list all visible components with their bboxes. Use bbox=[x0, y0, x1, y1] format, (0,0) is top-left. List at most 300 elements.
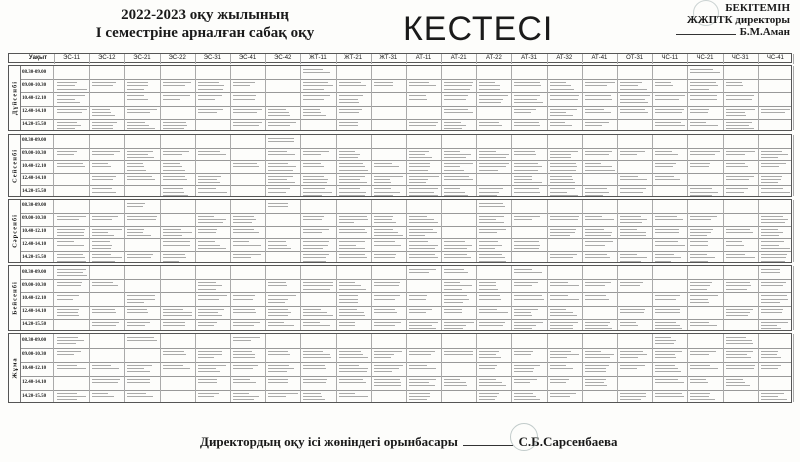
cell-text-mark bbox=[268, 315, 288, 316]
cell-text-mark bbox=[339, 382, 366, 383]
cell-text-mark bbox=[303, 216, 324, 217]
header-column-divider bbox=[511, 54, 512, 64]
column-divider bbox=[195, 334, 196, 402]
cell-text-mark bbox=[303, 241, 329, 242]
cell-text-mark bbox=[163, 125, 187, 126]
column-divider bbox=[195, 266, 196, 330]
cell-text-mark bbox=[690, 285, 710, 286]
cell-text-mark bbox=[690, 289, 706, 290]
column-divider bbox=[441, 200, 442, 262]
cell-text-mark bbox=[514, 170, 538, 171]
cell-text-mark bbox=[303, 379, 327, 380]
cell-text-mark bbox=[620, 176, 638, 177]
cell-text-mark bbox=[620, 109, 645, 110]
cell-text-mark bbox=[92, 393, 108, 394]
cell-text-mark bbox=[514, 182, 542, 183]
cell-text-mark bbox=[690, 254, 706, 255]
cell-text-mark bbox=[233, 357, 255, 358]
header-column-divider bbox=[300, 54, 301, 64]
cell-text-mark bbox=[726, 365, 755, 366]
cell-text-mark bbox=[409, 245, 438, 246]
cell-text-mark bbox=[409, 157, 432, 158]
cell-text-mark bbox=[690, 229, 712, 230]
cell-text-mark bbox=[198, 315, 222, 316]
cell-text-mark bbox=[57, 254, 83, 255]
cell-text-mark bbox=[761, 269, 780, 270]
column-divider bbox=[723, 266, 724, 330]
cell-text-mark bbox=[127, 379, 150, 380]
cell-text-mark bbox=[163, 95, 190, 96]
cell-text-mark bbox=[374, 229, 393, 230]
cell-text-mark bbox=[409, 295, 428, 296]
cell-text-mark bbox=[57, 354, 74, 355]
cell-text-mark bbox=[374, 365, 403, 366]
cell-text-mark bbox=[268, 299, 288, 300]
cell-text-mark bbox=[163, 254, 186, 255]
cell-text-mark bbox=[550, 315, 577, 316]
header-column-divider bbox=[547, 54, 548, 64]
cell-text-mark bbox=[585, 154, 609, 155]
cell-text-mark bbox=[655, 354, 675, 355]
cell-text-mark bbox=[198, 312, 218, 313]
cell-text-mark bbox=[409, 393, 431, 394]
cell-text-mark bbox=[726, 109, 755, 110]
cell-text-mark bbox=[479, 357, 501, 358]
cell-text-mark bbox=[655, 328, 682, 329]
cell-text-mark bbox=[303, 166, 323, 167]
cell-text-mark bbox=[127, 382, 149, 383]
cell-text-mark bbox=[761, 261, 785, 262]
cell-text-mark bbox=[233, 229, 254, 230]
cell-text-mark bbox=[761, 109, 790, 110]
cell-text-mark bbox=[339, 302, 358, 303]
cell-text-mark bbox=[163, 128, 184, 129]
cell-text-mark bbox=[57, 128, 75, 129]
cell-text-mark bbox=[444, 325, 465, 326]
cell-text-mark bbox=[550, 99, 578, 100]
cell-text-mark bbox=[409, 382, 429, 383]
cell-text-mark bbox=[339, 122, 358, 123]
cell-text-mark bbox=[726, 254, 746, 255]
cell-text-mark bbox=[514, 122, 538, 123]
cell-text-mark bbox=[339, 109, 362, 110]
cell-text-mark bbox=[479, 282, 496, 283]
cell-text-mark bbox=[726, 337, 747, 338]
cell-text-mark bbox=[761, 219, 788, 220]
cell-text-mark bbox=[585, 216, 602, 217]
cell-text-mark bbox=[761, 285, 783, 286]
cell-text-mark bbox=[303, 285, 333, 286]
cell-text-mark bbox=[444, 289, 462, 290]
cell-text-mark bbox=[585, 325, 608, 326]
cell-text-mark bbox=[374, 379, 401, 380]
cell-text-mark bbox=[198, 382, 218, 383]
cell-text-mark bbox=[585, 188, 607, 189]
cell-text-mark bbox=[690, 365, 710, 366]
footer-signature-line bbox=[463, 445, 513, 446]
cell-text-mark bbox=[198, 182, 221, 183]
day-name bbox=[9, 266, 21, 330]
cell-text-mark bbox=[268, 192, 285, 193]
schedule-header-row bbox=[8, 53, 792, 63]
cell-text-mark bbox=[514, 245, 540, 246]
cell-text-mark bbox=[233, 222, 252, 223]
cell-text-mark bbox=[198, 222, 223, 223]
cell-text-mark bbox=[761, 192, 790, 193]
cell-text-mark bbox=[514, 85, 540, 86]
cell-text-mark bbox=[233, 379, 250, 380]
cell-text-mark bbox=[585, 351, 601, 352]
cell-text-mark bbox=[163, 325, 186, 326]
cell-text-mark bbox=[127, 89, 144, 90]
cell-text-mark bbox=[127, 232, 143, 233]
cell-text-mark bbox=[444, 379, 460, 380]
cell-text-mark bbox=[690, 351, 716, 352]
cell-text-mark bbox=[479, 368, 495, 369]
cell-text-mark bbox=[585, 354, 614, 355]
cell-text-mark bbox=[620, 179, 647, 180]
cell-text-mark bbox=[374, 82, 394, 83]
cell-text-mark bbox=[585, 379, 606, 380]
day-name bbox=[9, 135, 21, 196]
cell-text-mark bbox=[550, 115, 573, 116]
column-divider bbox=[793, 266, 794, 330]
cell-text-mark bbox=[198, 216, 215, 217]
time-slot: 09.00-10.30 bbox=[22, 216, 47, 222]
column-divider bbox=[371, 135, 372, 196]
cell-text-mark bbox=[57, 299, 73, 300]
column-divider bbox=[265, 266, 266, 330]
cell-text-mark bbox=[163, 170, 186, 171]
cell-text-mark bbox=[514, 166, 541, 167]
cell-text-mark bbox=[163, 166, 182, 167]
cell-text-mark bbox=[444, 322, 473, 323]
cell-text-mark bbox=[409, 151, 429, 152]
cell-text-mark bbox=[550, 396, 570, 397]
cell-text-mark bbox=[374, 245, 401, 246]
header-column-divider bbox=[54, 54, 55, 64]
cell-text-mark bbox=[550, 166, 578, 167]
cell-text-mark bbox=[198, 299, 219, 300]
cell-text-mark bbox=[127, 371, 149, 372]
cell-text-mark bbox=[163, 245, 190, 246]
cell-text-mark bbox=[655, 245, 685, 246]
cell-text-mark bbox=[585, 170, 615, 171]
cell-text-mark bbox=[620, 216, 641, 217]
column-divider bbox=[793, 135, 794, 196]
cell-text-mark bbox=[92, 365, 111, 366]
cell-text-mark bbox=[233, 399, 254, 400]
cell-text-mark bbox=[374, 257, 395, 258]
cell-text-mark bbox=[303, 322, 320, 323]
cell-text-mark bbox=[514, 282, 538, 283]
cell-text-mark bbox=[409, 192, 434, 193]
cell-text-mark bbox=[163, 151, 190, 152]
cell-text-mark bbox=[198, 154, 226, 155]
column-divider bbox=[476, 135, 477, 196]
cell-text-mark bbox=[233, 309, 255, 310]
cell-text-mark bbox=[409, 182, 426, 183]
cell-text-mark bbox=[550, 176, 572, 177]
cell-text-mark bbox=[339, 102, 360, 103]
cell-text-mark bbox=[690, 109, 709, 110]
cell-text-mark bbox=[409, 216, 427, 217]
signature-line bbox=[676, 34, 736, 35]
cell-text-mark bbox=[444, 245, 472, 246]
cell-text-mark bbox=[339, 365, 360, 366]
cell-text-mark bbox=[92, 285, 118, 286]
cell-text-mark bbox=[268, 312, 291, 313]
cell-text-mark bbox=[268, 282, 286, 283]
time-slot: 08.30-09.00 bbox=[22, 69, 47, 75]
cell-text-mark bbox=[127, 157, 153, 158]
cell-text-mark bbox=[409, 309, 433, 310]
column-divider bbox=[406, 66, 407, 130]
cell-text-mark bbox=[127, 95, 144, 96]
cell-text-mark bbox=[514, 188, 539, 189]
cell-text-mark bbox=[233, 396, 259, 397]
column-divider bbox=[230, 66, 231, 130]
cell-text-mark bbox=[127, 154, 148, 155]
cell-text-mark bbox=[233, 85, 250, 86]
cell-text-mark bbox=[268, 122, 296, 123]
cell-text-mark bbox=[585, 385, 607, 386]
cell-text-mark bbox=[514, 371, 533, 372]
cell-text-mark bbox=[198, 109, 223, 110]
cell-text-mark bbox=[444, 354, 473, 355]
cell-text-mark bbox=[127, 219, 156, 220]
cell-text-mark bbox=[655, 99, 679, 100]
cell-text-mark bbox=[444, 166, 460, 167]
cell-text-mark bbox=[690, 235, 707, 236]
cell-text-mark bbox=[92, 125, 113, 126]
cell-text-mark bbox=[550, 309, 566, 310]
cell-text-mark bbox=[198, 179, 217, 180]
cell-text-mark bbox=[127, 122, 145, 123]
cell-text-mark bbox=[620, 285, 640, 286]
cell-text-mark bbox=[268, 285, 287, 286]
cell-text-mark bbox=[198, 95, 223, 96]
cell-text-mark bbox=[163, 241, 190, 242]
cell-text-mark bbox=[726, 85, 743, 86]
column-divider bbox=[300, 266, 301, 330]
cell-text-mark bbox=[339, 125, 358, 126]
cell-text-mark bbox=[550, 182, 575, 183]
column-divider bbox=[617, 135, 618, 196]
cell-text-mark bbox=[339, 182, 367, 183]
cell-text-mark bbox=[233, 368, 253, 369]
cell-text-mark bbox=[761, 299, 788, 300]
cell-text-mark bbox=[655, 95, 685, 96]
cell-text-mark bbox=[57, 109, 87, 110]
cell-text-mark bbox=[163, 322, 185, 323]
cell-text-mark bbox=[198, 248, 226, 249]
column-divider bbox=[230, 334, 231, 402]
group-header: АТ-21 bbox=[450, 55, 467, 61]
cell-text-mark bbox=[303, 354, 330, 355]
column-divider bbox=[371, 200, 372, 262]
cell-text-mark bbox=[233, 254, 261, 255]
cell-text-mark bbox=[409, 241, 428, 242]
cell-text-mark bbox=[550, 188, 576, 189]
cell-text-mark bbox=[655, 82, 671, 83]
day-name-label: Дүйсенбі bbox=[11, 80, 18, 116]
cell-text-mark bbox=[690, 354, 709, 355]
cell-text-mark bbox=[92, 179, 112, 180]
cell-text-mark bbox=[374, 371, 393, 372]
cell-text-mark bbox=[726, 357, 751, 358]
column-divider bbox=[441, 266, 442, 330]
cell-text-mark bbox=[761, 368, 779, 369]
cell-text-mark bbox=[233, 257, 251, 258]
cell-text-mark bbox=[374, 351, 402, 352]
cell-text-mark bbox=[233, 354, 255, 355]
cell-text-mark bbox=[233, 95, 256, 96]
header-column-divider bbox=[582, 54, 583, 64]
cell-text-mark bbox=[550, 322, 578, 323]
cell-text-mark bbox=[444, 295, 467, 296]
cell-text-mark bbox=[409, 176, 439, 177]
cell-text-mark bbox=[339, 289, 366, 290]
cell-text-mark bbox=[303, 195, 321, 196]
cell-text-mark bbox=[303, 382, 326, 383]
cell-text-mark bbox=[585, 109, 604, 110]
cell-text-mark bbox=[198, 309, 225, 310]
cell-text-mark bbox=[233, 322, 260, 323]
cell-text-mark bbox=[303, 154, 320, 155]
cell-text-mark bbox=[514, 163, 538, 164]
footer-signature bbox=[200, 434, 618, 450]
cell-text-mark bbox=[726, 312, 750, 313]
cell-text-mark bbox=[479, 322, 505, 323]
cell-text-mark bbox=[57, 312, 78, 313]
cell-text-mark bbox=[761, 182, 779, 183]
cell-text-mark bbox=[374, 195, 394, 196]
cell-text-mark bbox=[690, 232, 711, 233]
footer-name: С.Б.Сарсенбаева bbox=[518, 434, 618, 449]
cell-text-mark bbox=[57, 282, 82, 283]
cell-text-mark bbox=[339, 232, 368, 233]
cell-text-mark bbox=[761, 309, 783, 310]
cell-text-mark bbox=[761, 241, 784, 242]
column-divider bbox=[336, 200, 337, 262]
cell-text-mark bbox=[409, 222, 438, 223]
column-divider bbox=[195, 66, 196, 130]
cell-text-mark bbox=[303, 179, 328, 180]
cell-text-mark bbox=[57, 235, 84, 236]
cell-text-mark bbox=[479, 195, 497, 196]
cell-text-mark bbox=[374, 299, 396, 300]
day-name-label: Сәрсенбі bbox=[11, 214, 18, 248]
day-name bbox=[9, 66, 21, 130]
group-header: АТ-22 bbox=[485, 55, 502, 61]
column-divider bbox=[687, 334, 688, 402]
cell-text-mark bbox=[444, 312, 462, 313]
header-column-divider bbox=[371, 54, 372, 64]
cell-text-mark bbox=[374, 188, 391, 189]
column-divider bbox=[652, 200, 653, 262]
cell-text-mark bbox=[233, 393, 249, 394]
cell-text-mark bbox=[655, 393, 682, 394]
cell-text-mark bbox=[479, 192, 499, 193]
cell-text-mark bbox=[514, 328, 532, 329]
column-divider bbox=[160, 266, 161, 330]
cell-text-mark bbox=[514, 109, 535, 110]
cell-text-mark bbox=[550, 229, 576, 230]
column-divider bbox=[406, 200, 407, 262]
column-divider bbox=[300, 135, 301, 196]
cell-text-mark bbox=[479, 151, 496, 152]
cell-text-mark bbox=[761, 254, 787, 255]
cell-text-mark bbox=[726, 99, 752, 100]
cell-text-mark bbox=[655, 322, 676, 323]
footer-position: Директордың оқу ісі жөніндегі орынбасары bbox=[200, 434, 458, 449]
cell-text-mark bbox=[198, 285, 222, 286]
cell-text-mark bbox=[514, 95, 539, 96]
cell-text-mark bbox=[585, 245, 605, 246]
group-header: ЭС-22 bbox=[168, 55, 186, 61]
cell-text-mark bbox=[444, 95, 468, 96]
cell-text-mark bbox=[620, 82, 642, 83]
cell-text-mark bbox=[761, 365, 781, 366]
cell-text-mark bbox=[550, 379, 570, 380]
cell-text-mark bbox=[163, 85, 185, 86]
cell-text-mark bbox=[339, 245, 356, 246]
cell-text-mark bbox=[620, 89, 647, 90]
header-column-divider bbox=[265, 54, 266, 64]
cell-text-mark bbox=[479, 102, 501, 103]
cell-text-mark bbox=[163, 122, 186, 123]
cell-text-mark bbox=[690, 241, 708, 242]
cell-text-mark bbox=[550, 95, 579, 96]
cell-text-mark bbox=[620, 325, 638, 326]
cell-text-mark bbox=[127, 299, 154, 300]
cell-text-mark bbox=[233, 245, 261, 246]
cell-text-mark bbox=[409, 379, 436, 380]
cell-text-mark bbox=[726, 176, 755, 177]
cell-text-mark bbox=[479, 365, 497, 366]
cell-text-mark bbox=[761, 179, 781, 180]
cell-text-mark bbox=[444, 272, 468, 273]
column-divider bbox=[53, 266, 54, 330]
cell-text-mark bbox=[409, 399, 427, 400]
cell-text-mark bbox=[620, 351, 643, 352]
cell-text-mark bbox=[92, 229, 122, 230]
cell-text-mark bbox=[726, 125, 750, 126]
group-header: ЖТ-11 bbox=[309, 55, 327, 61]
cell-text-mark bbox=[620, 254, 637, 255]
cell-text-mark bbox=[57, 122, 77, 123]
time-slot: 14.20-15.50 bbox=[22, 322, 47, 328]
cell-text-mark bbox=[690, 192, 717, 193]
column-divider bbox=[687, 266, 688, 330]
cell-text-mark bbox=[374, 85, 393, 86]
group-header: ЭС-41 bbox=[238, 55, 257, 61]
cell-text-mark bbox=[726, 315, 749, 316]
cell-text-mark bbox=[339, 393, 356, 394]
cell-text-mark bbox=[163, 368, 190, 369]
time-slot: 10.40-12.10 bbox=[22, 96, 47, 101]
footer-seal bbox=[510, 423, 538, 451]
cell-text-mark bbox=[303, 109, 320, 110]
cell-text-mark bbox=[444, 195, 468, 196]
cell-text-mark bbox=[303, 312, 327, 313]
cell-text-mark bbox=[585, 163, 601, 164]
cell-text-mark bbox=[268, 379, 288, 380]
cell-text-mark bbox=[620, 235, 646, 236]
cell-text-mark bbox=[620, 354, 647, 355]
cell-text-mark bbox=[92, 151, 119, 152]
